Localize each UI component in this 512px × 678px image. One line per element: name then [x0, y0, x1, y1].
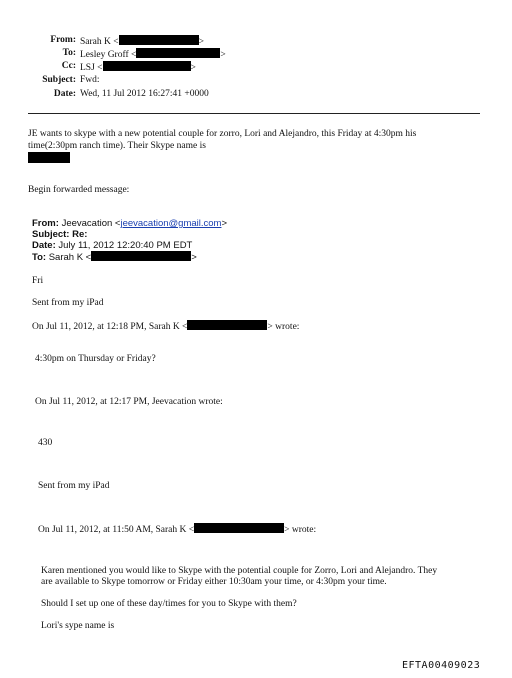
close-bracket: >	[198, 37, 204, 47]
from-value	[80, 35, 204, 47]
subject-label: Subject:	[42, 75, 76, 85]
redaction	[28, 152, 70, 163]
body-line-2-text: time(2:30pm ranch time). Their Skype name is	[28, 141, 206, 151]
fwd-to-name: Sarah K <	[48, 252, 92, 263]
reply-430: 430	[38, 438, 53, 448]
redaction	[91, 251, 191, 261]
header-divider	[28, 113, 480, 114]
fwd-from-row	[32, 218, 227, 229]
subject-value: Fwd:	[80, 75, 100, 85]
document-id: EFTA00409023	[402, 660, 481, 671]
fwd-subject-label: Subject:	[32, 229, 70, 240]
cc-label: Cc:	[61, 61, 76, 71]
close-bracket: >	[190, 63, 196, 73]
fwd-subject-row	[32, 229, 87, 240]
reply-fri: Fri	[32, 276, 44, 286]
fwd-date-label: Date:	[32, 240, 56, 251]
quote-line-1	[32, 320, 299, 332]
wrote-text: > wrote:	[267, 322, 300, 332]
fwd-from-label: From:	[32, 218, 59, 229]
redaction	[119, 35, 199, 45]
fwd-from-email-link[interactable]: jeevacation@gmail.com	[120, 218, 222, 229]
close-bracket: >	[220, 50, 226, 60]
fwd-to-label: To:	[32, 252, 47, 263]
body-line-1: JE wants to skype with a new potential couple for zorro, Lori and Alejandro, this Friday at 4:30pm his	[28, 129, 417, 139]
karen-line-1: Karen mentioned you would like to Skype with the potential couple for Zorro, Lori and Alejandro. They	[41, 566, 438, 576]
quote-line-2: On Jul 11, 2012, at 12:17 PM, Jeevacation wrote:	[35, 397, 223, 407]
quote-line-3-text: On Jul 11, 2012, at 11:50 AM, Sarah K <	[38, 525, 195, 535]
date-label: Date:	[53, 89, 76, 99]
karen-line-2: are available to Skype tomorrow or Friday either 10:30am your time, or 4:30pm your time.	[41, 577, 387, 587]
sent-from-ipad-1: Sent from my iPad	[32, 298, 104, 308]
fwd-to-row	[32, 251, 197, 263]
to-name: Lesley Groff <	[80, 50, 137, 60]
question-text: 4:30pm on Thursday or Friday?	[35, 354, 156, 364]
cc-value	[80, 61, 196, 73]
should-i-text: Should I set up one of these day/times for you to Skype with them?	[41, 599, 297, 609]
quote-line-3	[38, 523, 316, 535]
close-bracket: >	[191, 252, 197, 263]
from-label: From:	[50, 35, 76, 45]
wrote-text: > wrote:	[284, 525, 317, 535]
redaction	[194, 523, 284, 533]
to-value	[80, 48, 226, 60]
sent-from-ipad-2: Sent from my iPad	[38, 481, 110, 491]
from-name: Sarah K <	[80, 37, 119, 47]
redaction	[187, 320, 267, 330]
loris-skype-text: Lori's sype name is	[41, 621, 115, 631]
redaction	[103, 61, 191, 71]
redaction	[136, 48, 220, 58]
fwd-subject-value: Re:	[72, 229, 88, 240]
fwd-date-value: July 11, 2012 12:20:40 PM EDT	[58, 240, 193, 251]
to-label: To:	[62, 48, 76, 58]
quote-line-1-text: On Jul 11, 2012, at 12:18 PM, Sarah K <	[32, 322, 188, 332]
close-bracket: >	[221, 218, 228, 229]
body-line-2	[28, 141, 206, 151]
cc-name: LSJ <	[80, 63, 103, 73]
date-value: Wed, 11 Jul 2012 16:27:41 +0000	[80, 89, 209, 99]
begin-forwarded: Begin forwarded message:	[28, 185, 130, 195]
fwd-date-row	[32, 240, 192, 251]
fwd-from-name: Jeevacation <	[61, 218, 121, 229]
